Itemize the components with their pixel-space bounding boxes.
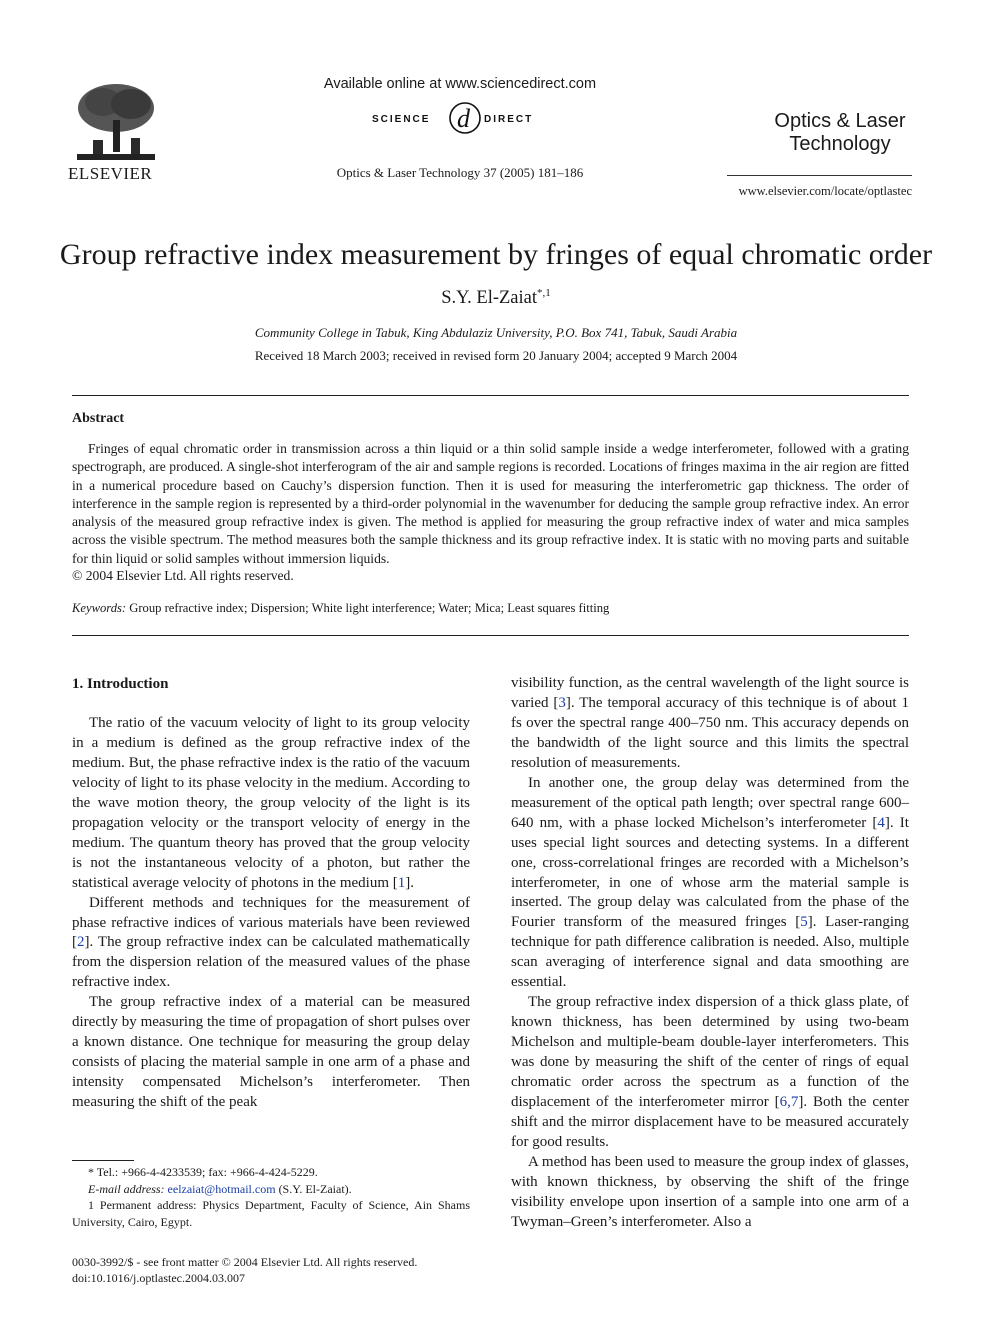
issn-line: 0030-3992/$ - see front matter © 2004 Elsevier Ltd. All rights reserved.: [72, 1255, 418, 1269]
svg-text:d: d: [457, 104, 470, 133]
paragraph-6: The group refractive index dispersion of a thick glass plate, of known thickness, has been determined by using two-beam Michelson and multiple-beam double-layer interferometers. This was done by measuring the shift of the center of rings of equal chromatic order across the spectrum as a function of the displacement of the interferometer mirror [6,7]. Both the center shift and the mirror displacement have to be measured accurately for good results.: [511, 994, 909, 1150]
section-heading: 1. Introduction: [72, 676, 169, 692]
abstract-text: Fringes of equal chromatic order in transmission across a thin liquid or a thin solid sample inside a wedge interferometer, followed with a grating spectrograph, are produced. A single-shot interferogram of the air and sample regions is recorded. Locations of fringes maxima in the air region are fitted in a numerical procedure based on Cauchy’s dispersion function. Then it is used for measuring the interferometric gap thickness. The order of interference in the sample region is represented by a third-order polynomial in the wavenumber for deducing the sample group refractive index. An error analysis of the measured group refractive index is given. The method is applied for measuring the group refractive index of water and mica samples across the visible spectrum. The method measures both the sample thickness and its group refractive index. It is static with no moving parts and suitable for thin liquid or solid samples without immersion liquids.: [72, 441, 909, 566]
citation-link[interactable]: 1: [397, 874, 406, 891]
abstract-copyright: © 2004 Elsevier Ltd. All rights reserved.: [72, 568, 294, 583]
right-column: [511, 674, 909, 1233]
keywords: [72, 601, 609, 616]
paragraph-3: The group refractive index of a material can be measured directly by measuring the time of propagation of short pulses over a known distance. One technique for measuring the group delay consists of placing the material sample in one arm of a phase and intensity compensated Michelson’s interferometer. Then measuring the shift of the peak: [72, 994, 470, 1111]
divider-bottom: [72, 635, 909, 636]
footnote-contact: * Tel.: +966-4-4233539; fax: +966-4-424-5229.: [88, 1165, 318, 1179]
doi-link[interactable]: doi:10.1016/j.optlastec.2004.03.007: [72, 1271, 245, 1285]
article-title: Group refractive index measurement by fringes of equal chromatic order: [59, 238, 933, 271]
divider-top: [72, 395, 909, 396]
paragraph-2: Different methods and techniques for the measurement of phase refractive indices of various materials have been reviewed [2]. The group refractive index can be calculated mathematically from the dispersion relation of the measured values of the phase refractive index.: [72, 894, 470, 991]
citation-link[interactable]: 2: [77, 934, 85, 951]
header-rule: [727, 175, 912, 176]
citation-link[interactable]: 4: [877, 814, 885, 831]
author: [300, 287, 692, 309]
journal-name-line2: Technology: [789, 133, 891, 155]
sciencedirect-logo[interactable]: [372, 100, 552, 136]
citation-link[interactable]: 5: [800, 914, 808, 931]
available-online-text[interactable]: Available online at www.sciencedirect.com: [323, 76, 597, 92]
keywords-label: Keywords:: [72, 601, 127, 615]
publisher-name: ELSEVIER: [68, 164, 153, 183]
footnotes: [72, 1164, 470, 1230]
journal-url-link[interactable]: www.elsevier.com/locate/optlastec: [738, 184, 912, 198]
citation-link[interactable]: 6,7: [779, 1094, 799, 1111]
journal-reference: Optics & Laser Technology 37 (2005) 181–186: [336, 165, 584, 180]
citation-link[interactable]: 3: [558, 694, 566, 711]
keywords-list: Group refractive index; Dispersion; White light interference; Water; Mica; Least squares fitting: [129, 601, 610, 615]
email-label: E-mail address:: [88, 1181, 165, 1196]
footnote-rule: [72, 1160, 134, 1161]
author-name: S.Y. El-Zaiat: [441, 288, 537, 309]
journal-name: [760, 110, 920, 156]
front-matter: [72, 1254, 470, 1286]
paragraph-7: A method has been used to measure the group index of glasses, with known thickness, by observing the shift of the fringe visibility envelope upon insertion of a sample into one arm of a Twyman–Green’s interferometer. Also a: [511, 1153, 909, 1230]
received-dates: Received 18 March 2003; received in revised form 20 January 2004; accepted 9 March 2004: [254, 348, 738, 363]
author-marks: *,1: [537, 287, 551, 299]
elsevier-logo[interactable]: [68, 80, 164, 184]
left-column: [72, 714, 470, 1113]
footnote-permanent-address: 1 Permanent address: Physics Department, Faculty of Science, Ain Shams University, Cairo, Egypt.: [72, 1198, 470, 1229]
journal-name-line1: Optics & Laser: [774, 110, 906, 132]
elsevier-tree-icon: [73, 80, 159, 162]
email-suffix: (S.Y. El-Zaiat).: [278, 1181, 352, 1196]
sciencedirect-logo-left: SCIENCE: [372, 114, 431, 125]
paragraph-1: The ratio of the vacuum velocity of light to its group velocity in a medium is defined as the group refractive index of the medium. But, the phase refractive index is the ratio of the vacuum velocity of light to its phase velocity in the medium. According to the wave motion theory, the group velocity of the light is its propagation velocity or the transport velocity of energy in the medium. The quantum theory has proved that the group velocity is not the instantaneous velocity of a photon, but rather the statistical average velocity of photons in the medium [1].: [72, 715, 470, 891]
sciencedirect-logo-right: DIRECT: [484, 114, 534, 125]
paragraph-4: visibility function, as the central wavelength of the light source is varied [3]. The temporal accuracy of this technique is of about 1 fs over the spectral range 400–750 nm. This accuracy depends on the bandwidth of the light source and this limits the spectral resolution of measurements.: [511, 675, 909, 771]
affiliation: Community College in Tabuk, King Abdulaziz University, P.O. Box 741, Tabuk, Saudi Arabia: [254, 325, 738, 340]
footnote-email: [72, 1181, 470, 1198]
email-link[interactable]: eelzaiat@hotmail.com: [167, 1181, 276, 1196]
abstract-heading: Abstract: [72, 411, 125, 426]
paragraph-5: In another one, the group delay was determined from the measurement of the optical path length; over spectral range 600–640 nm, with a phase locked Michelson’s interferometer [4]. It uses special light sources and detecting systems. In a different one, cross-correlational fringes are recorded with a Michelson’s interferometer, in one of whose arm the material sample is inserted. The group delay was calculated from the phase of the Fourier transform of the measured fringes [5]. Laser-ranging technique for path difference calibration is needed. Also, multiple scan averaging of interference signal and data smoothing are essential.: [511, 774, 909, 991]
